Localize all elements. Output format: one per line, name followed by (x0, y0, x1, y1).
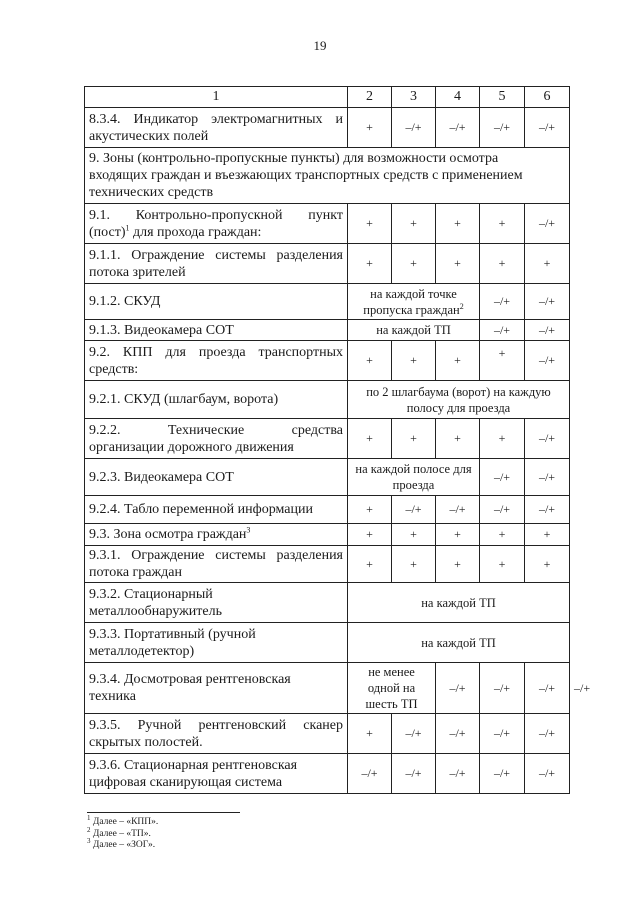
spanning-note: на каждой ТП (348, 623, 570, 663)
section-line: технических средств (89, 185, 214, 200)
mark-cell: –/+ (525, 284, 570, 320)
mark-cell: –/+ (480, 459, 525, 496)
header-cell: 5 (480, 87, 525, 108)
mark-cell: + (480, 546, 525, 583)
spanning-note: по 2 шлагбаума (ворот) на каждую полосу для проезда (348, 381, 570, 419)
mark-cell: –/+ (525, 714, 570, 754)
mark-cell: + (392, 341, 436, 381)
mark-cell: –/+ (480, 754, 525, 794)
equipment-table (84, 86, 591, 794)
mark-cell: + (525, 524, 570, 546)
table-row (85, 524, 570, 546)
table-row (85, 381, 570, 419)
label-line: организации дорожного движения (89, 439, 294, 455)
mark-cell: –/+ (525, 108, 570, 148)
footnote-number: 2 (87, 825, 91, 834)
mark-cell: + (436, 204, 480, 244)
mark-cell: –/+ (525, 496, 570, 524)
row-label (85, 623, 348, 663)
mark-cell: + (348, 419, 392, 459)
section-row (85, 148, 570, 204)
mark-cell: –/+ (480, 284, 525, 320)
footnote-number: 3 (87, 836, 91, 845)
label-line: (пост) (89, 224, 126, 240)
table-row (85, 546, 570, 583)
table-row (85, 623, 570, 663)
page-number: 19 (313, 38, 327, 53)
table-row (85, 341, 570, 381)
mark-cell: + (480, 524, 525, 546)
label-line: металлообнаружитель (89, 603, 222, 619)
mark-cell: –/+ (525, 320, 570, 341)
label-line: 9.1.1. Ограждение системы разделения (89, 247, 343, 263)
table-row (85, 496, 570, 524)
row-label (85, 524, 348, 546)
header-cell: 6 (525, 87, 570, 108)
row-label (85, 663, 348, 714)
row-label (85, 204, 348, 244)
footnote-text: Далее – «ТП». (90, 828, 151, 839)
mark-cell: + (348, 546, 392, 583)
mark-cell: –/+ (480, 320, 525, 341)
mark-cell: –/+ (480, 663, 525, 714)
mark-cell: + (436, 546, 480, 583)
spanning-note: на каждой ТП (348, 320, 480, 341)
label-line: 9.1.2. СКУД (89, 294, 161, 309)
row-label (85, 459, 348, 496)
row-label (85, 320, 348, 341)
mark-cell: + (525, 546, 570, 583)
row-label (85, 546, 348, 583)
mark-cell: + (436, 524, 480, 546)
mark-cell: + (348, 496, 392, 524)
label-line: потока граждан (89, 565, 183, 580)
mark-cell: + (480, 204, 525, 244)
label-line: акустических полей (89, 128, 209, 144)
row-label (85, 754, 348, 794)
label-line: 9.3.3. Портативный (ручной (89, 626, 256, 642)
label-line: скрытых полостей. (89, 734, 203, 750)
mark-cell: –/+ (392, 496, 436, 524)
footnote-ref: 1 (125, 222, 130, 232)
row-label (85, 341, 348, 381)
header-cell: 2 (348, 87, 392, 108)
label-line: 9.3.2. Стационарный (89, 586, 213, 602)
table-row (85, 284, 570, 320)
mark-cell: –/+ (392, 108, 436, 148)
footnotes (87, 813, 159, 852)
mark-cell: –/+ (525, 459, 570, 496)
label-line: средств: (89, 361, 139, 377)
header-cell: 1 (85, 87, 348, 108)
section-line: входящих граждан и въезжающих транспортных средств с применением (89, 168, 523, 183)
mark-cell: + (480, 244, 525, 284)
mark-cell: –/+ (480, 714, 525, 754)
mark-cell: + (392, 204, 436, 244)
table-row (85, 459, 570, 496)
table-row (85, 320, 570, 341)
mark-cell: –/+ (525, 754, 570, 794)
mark-cell: –/+ (436, 754, 480, 794)
footnote-text: Далее – «ЗОГ». (90, 840, 156, 850)
mark-cell: + (436, 244, 480, 284)
table-header-row (85, 87, 570, 108)
mark-cell: + (348, 204, 392, 244)
mark-cell: –/+ (525, 419, 570, 459)
header-cell: 3 (392, 87, 436, 108)
mark-cell: –/+ (480, 108, 525, 148)
label-line: 9.1.3. Видеокамера СОТ (89, 322, 234, 338)
table-row (85, 419, 570, 459)
row-label (85, 244, 348, 284)
table-row (85, 583, 570, 623)
mark-cell: + (436, 419, 480, 459)
mark-cell: + (392, 546, 436, 583)
label-line: металлодетектор) (89, 643, 195, 659)
footnote (87, 825, 158, 841)
label-line: техника (89, 689, 136, 704)
mark-cell: + (392, 419, 436, 459)
footnote-text: Далее – «КПП». (90, 817, 159, 827)
mark-cell: –/+ (348, 754, 392, 794)
label-line: 9.2.2. Технические средства (89, 422, 343, 438)
mark-cell: –/+ (436, 496, 480, 524)
label-line: 9.3.5. Ручной рентгеновский сканер (89, 717, 343, 733)
mark-cell: + (392, 524, 436, 546)
row-label (85, 496, 348, 524)
label-line: 9.2. КПП для проезда транспортных (89, 344, 343, 360)
mark-cell: + (480, 341, 525, 381)
spanning-note: на каждой ТП (348, 583, 570, 623)
footnote-ref: 2 (459, 301, 464, 311)
footnote-divider (87, 812, 240, 813)
row-label (85, 714, 348, 754)
mark-cell: –/+ (525, 663, 570, 714)
mark-cell: –/+ (525, 341, 570, 381)
table-row (85, 108, 570, 148)
mark-cell: –/+ (392, 754, 436, 794)
label-line: 9.2.1. СКУД (шлагбаум, ворота) (89, 392, 279, 407)
mark-cell: + (392, 244, 436, 284)
spanning-note: не менее одной на шесть ТП (348, 663, 436, 714)
row-label (85, 583, 348, 623)
label-line: 9.3. Зона осмотра граждан (89, 527, 247, 542)
spanning-note (348, 284, 480, 320)
label-line: 8.3.4. Индикатор электромагнитных и (89, 111, 343, 127)
mark-cell: + (348, 341, 392, 381)
label-line: 9.3.6. Стационарная рентгеновская (89, 757, 298, 773)
label-line-tail: для прохода граждан: (129, 224, 262, 240)
table-row (85, 754, 570, 794)
mark-cell: + (525, 244, 570, 284)
mark-cell: + (348, 524, 392, 546)
mark-cell: –/+ (436, 108, 480, 148)
mark-cell: –/+ (480, 496, 525, 524)
table-row: 9.3.4. Досмотровая рентгеновская техника не менее одной на шесть ТП –/+ –/+ –/+ –/+ (85, 663, 570, 714)
table-row (85, 244, 570, 284)
footnote (87, 836, 158, 852)
mark-cell: + (480, 419, 525, 459)
row-label (85, 381, 348, 419)
label-line: 9.2.4. Табло переменной информации (89, 502, 313, 517)
spanning-note: на каждой полосе для проезда (348, 459, 480, 496)
footnote-number: 1 (87, 813, 91, 822)
mark-cell: –/+ (436, 663, 480, 714)
row-label (85, 419, 348, 459)
mark-cell: + (348, 108, 392, 148)
label-line: 9.2.3. Видеокамера СОТ (89, 469, 234, 485)
mark-cell: + (436, 341, 480, 381)
table-row (85, 204, 570, 244)
row-label (85, 284, 348, 320)
label-line: 9.3.1. Ограждение системы разделения (89, 548, 343, 563)
section-heading (85, 148, 570, 204)
section-line: 9. Зоны (контрольно-пропускные пункты) для возможности осмотра (89, 151, 499, 166)
mark-cell: + (348, 244, 392, 284)
mark-cell: –/+ (525, 204, 570, 244)
row-label (85, 108, 348, 148)
spanning-note-text: на каждой точке пропуска граждан (363, 286, 460, 317)
table-row (85, 714, 570, 754)
header-cell: 4 (436, 87, 480, 108)
label-line: цифровая сканирующая система (89, 774, 283, 790)
label-line: потока зрителей (89, 264, 186, 280)
mark-cell: + (348, 714, 392, 754)
mark-cell: –/+ (392, 714, 436, 754)
footnote (87, 813, 159, 829)
label-line: 9.3.4. Досмотровая рентгеновская (89, 672, 291, 687)
label-line: 9.1. Контрольно-пропускной пункт (89, 207, 343, 223)
mark-cell: –/+ (436, 714, 480, 754)
footnote-ref: 3 (246, 525, 251, 535)
